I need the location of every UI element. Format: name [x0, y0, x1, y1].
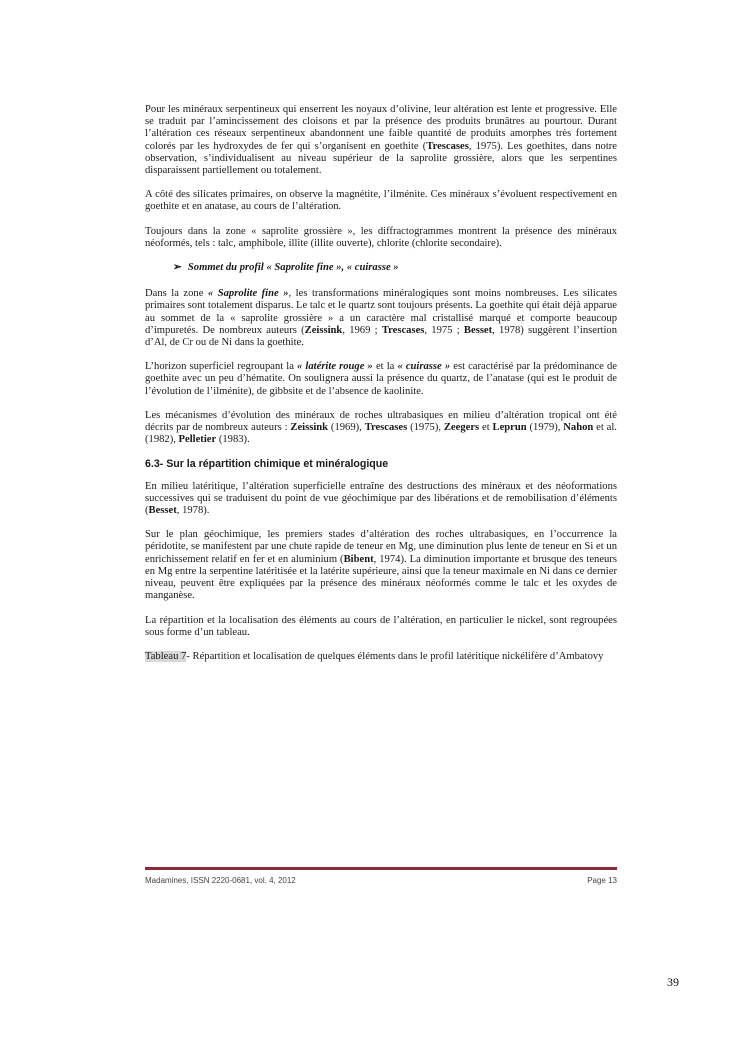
paragraph-horizon: L’horizon superficiel regroupant la « latérite rouge » et la « cuirasse » est caractérisé par la prédominance de goethite avec un peu d’hématite. On soulignera aussi la présence du quartz, de l’anatase (qui est le produit de l’évolution de l’ilménite), de gibbsite et de l’absence de kaolinite.: [145, 361, 617, 397]
paragraph-silicates: A côté des silicates primaires, on observe la magnétite, l’ilménite. Ces minéraux s’évoluent respectivement en goethite et en anatase, au cours de l’altération.: [145, 189, 617, 213]
journal-info: Madamines, ISSN 2220-0681, vol. 4, 2012: [145, 876, 296, 885]
journal-footer: [145, 876, 617, 885]
footer-divider: [145, 867, 617, 870]
table-caption: Tableau 7- Répartition et localisation de quelques éléments dans le profil latéritique nickélifère d’Ambatovy: [145, 650, 604, 662]
paragraph-geochimique: Sur le plan géochimique, les premiers stades d’altération des roches ultrabasiques, en l’occurrence la péridotite, se manifestent par une chute rapide de teneur en Mg, une diminution plus lente de teneur en Si et un enrichissement relatif en fer et en aluminium (Bibent, 1974). La diminution importante et brusque des teneurs en Mg entre la serpentine latéritisée et la latérite supérieure, ainsi que la teneur maximale en Ni dans ce dernier niveau, peuvent être expliquées par la présence des minéraux néoformés comme le talc et les oxydes de manganèse.: [145, 529, 618, 602]
subheading-sommet: ➢ Sommet du profil « Saprolite fine », « cuirasse »: [173, 262, 399, 274]
paragraph-milieu-lateritique: En milieu latéritique, l’altération superficielle entraîne des destructions des minéraux et des néoformations successives qui se traduisent du point de vue géochimique par des libérations et de remobilisation d’éléments (Besset, 1978).: [145, 480, 617, 517]
journal-page: Page 13: [587, 876, 617, 885]
section-title: 6.3- Sur la répartition chimique et minéralogique: [145, 458, 389, 471]
paragraph-saprolite: Toujours dans la zone « saprolite grossière », les diffractogrammes montrent la présence des minéraux néoformés, tels : talc, amphibole, illite (illite ouverte), chlorite (chlorite secondaire).: [145, 225, 617, 249]
page-number: 39: [667, 975, 679, 989]
table-label: Tableau 7: [145, 650, 187, 662]
paragraph-saprolite-fine: Dans la zone « Saprolite fine », les transformations minéralogiques sont moins nombreuses. Les silicates primaires sont totalement disparus. Le talc et le quartz sont toujours présents. La goethite qui était déjà apparue au sommet de la « saprolite grossière » a un caractère mal cristallisé marqué et comporte beaucoup d’impuretés. De nombreux auteurs (Zeissink, 1969 ; Trescases, 1975 ; Besset, 1978) suggèrent l’insertion d’Al, de Cr ou de Ni dans la goethite.: [145, 288, 617, 349]
paragraph-mecanismes: Les mécanismes d’évolution des minéraux de roches ultrabasiques en milieu d’altération tropical ont été décrits par de nombreux auteurs : Zeissink (1969), Trescases (1975), Zeegers et Leprun (1979), Nahon et al. (1982), Pelletier (1983).: [145, 409, 617, 446]
article-body: [145, 104, 617, 675]
paragraph-repartition: La répartition et la localisation des éléments au cours de l’altération, en particulier le nickel, sont regroupées sous forme d’un tableau.: [145, 614, 617, 638]
paragraph-serpentine: Pour les minéraux serpentineux qui enserrent les noyaux d’olivine, leur altération est lente et progressive. Elle se traduit par l’amincissement des cloisons et par la présence des produits brunâtres au pourtour. Durant l’altération ces réseaux serpentineux abandonnent une faible quantité de produits amorphes très fortement colorés par les hydroxydes de fer qui s’organisent en goethite (Trescases, 1975). Les goethites, dans notre observation, s’individualisent au niveau supérieur de la saprolite grossière, alors que les serpentines disparaissent partiellement ou totalement.: [145, 104, 617, 177]
arrow-bullet-icon: ➢: [173, 262, 182, 274]
